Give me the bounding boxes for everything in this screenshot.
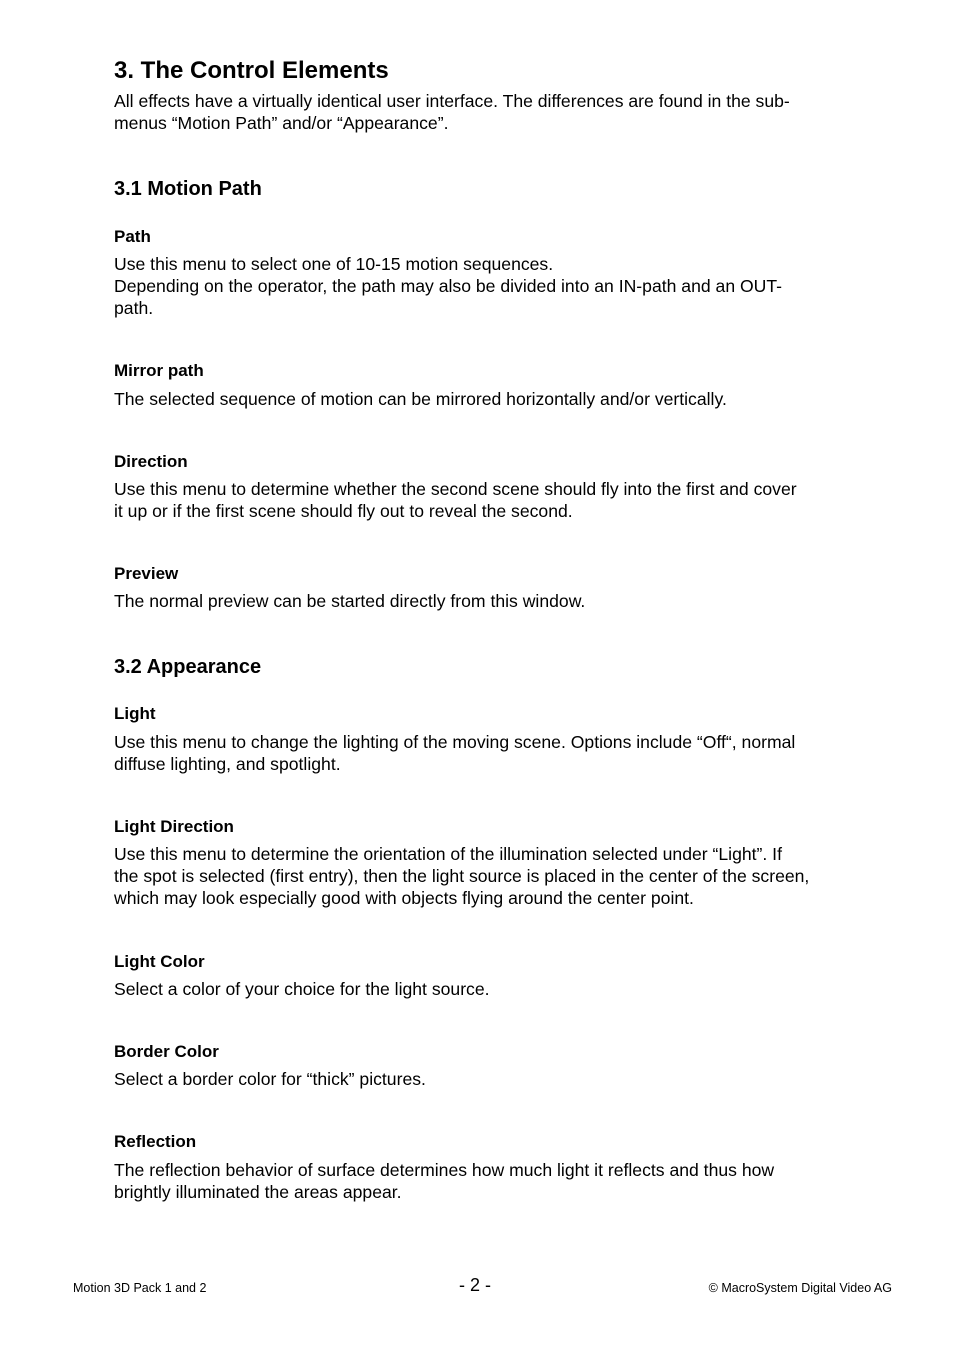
section-title-motion-path: 3.1 Motion Path (114, 178, 262, 200)
preview-line-1: The normal preview can be started directly from this window. (114, 591, 586, 611)
subheading-light: Light (114, 704, 156, 723)
reflection-line-2: brightly illuminated the areas appear. (114, 1182, 402, 1202)
footer-page-number: - 2 - (459, 1275, 492, 1295)
subheading-mirror-path: Mirror path (114, 361, 204, 380)
intro-line-1: All effects have a virtually identical user interface. The differences are found in the sub- (114, 91, 790, 111)
subheading-border-color: Border Color (114, 1042, 219, 1061)
subheading-preview: Preview (114, 564, 179, 583)
light-line-1: Use this menu to change the lighting of the moving scene. Options include “Off“, normal (114, 732, 796, 752)
light-direction-line-3: which may look especially good with objects flying around the center point. (114, 888, 694, 908)
subheading-reflection: Reflection (114, 1132, 197, 1151)
path-line-3: path. (114, 298, 154, 318)
intro-line-2: menus “Motion Path” and/or “Appearance”. (114, 113, 449, 133)
light-direction-line-2: the spot is selected (first entry), then the light source is placed in the center of the screen, (114, 866, 810, 886)
subheading-light-direction: Light Direction (114, 817, 234, 836)
light-line-2: diffuse lighting, and spotlight. (114, 754, 341, 774)
footer-product-name: Motion 3D Pack 1 and 2 (73, 1281, 207, 1295)
light-color-line-1: Select a color of your choice for the light source. (114, 979, 490, 999)
subheading-path: Path (114, 227, 151, 246)
reflection-line-1: The reflection behavior of surface determines how much light it reflects and thus how (114, 1160, 775, 1180)
subheading-direction: Direction (114, 452, 188, 471)
light-direction-line-1: Use this menu to determine the orientation of the illumination selected under “Light”. If (114, 844, 782, 864)
footer-copyright: © MacroSystem Digital Video AG (708, 1281, 892, 1295)
section-title-appearance: 3.2 Appearance (114, 656, 262, 678)
direction-line-2: it up or if the first scene should fly out to reveal the second. (114, 501, 573, 521)
border-color-line-1: Select a border color for “thick” pictures. (114, 1069, 426, 1089)
path-line-2: Depending on the operator, the path may also be divided into an IN-path and an OUT- (114, 276, 783, 296)
mirror-path-line-1: The selected sequence of motion can be mirrored horizontally and/or vertically. (114, 389, 727, 409)
page-title: 3. The Control Elements (114, 57, 389, 84)
subheading-light-color: Light Color (114, 952, 205, 971)
path-line-1: Use this menu to select one of 10-15 motion sequences. (114, 254, 554, 274)
direction-line-1: Use this menu to determine whether the second scene should fly into the first and cover (114, 479, 797, 499)
